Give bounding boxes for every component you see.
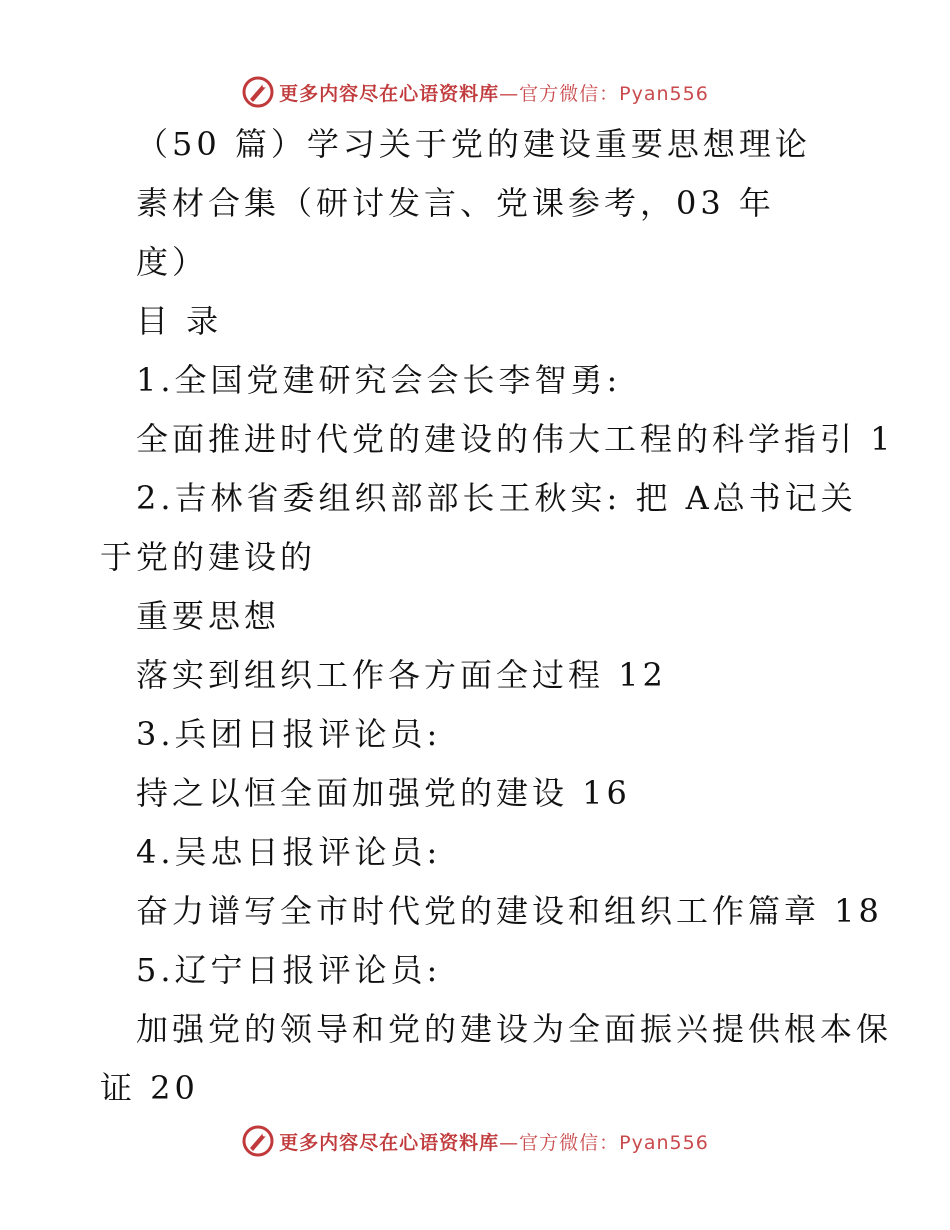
toc-entry-5-continuation: 证 20 (100, 1069, 199, 1107)
document-title-line-3: 度） (136, 243, 209, 281)
toc-entry-3-author: 3.兵团日报评论员: (136, 715, 442, 753)
pen-logo-icon (241, 75, 275, 109)
toc-entry-4-title: 奋力谱写全市时代党的建设和组织工作篇章 18 (136, 892, 883, 930)
toc-entry-2-author: 2.吉林省委组织部部长王秋实: 把 A总书记关 (136, 479, 857, 517)
toc-entry-4-author: 4.吴忠日报评论员: (136, 833, 442, 871)
header-banner-text: 更多内容尽在心语资料库—官方微信：Pyan556 (279, 82, 709, 105)
toc-entry-1-title: 全面推进时代党的建设的伟大工程的科学指引 1 (136, 420, 895, 458)
toc-entry-5-title: 加强党的领导和党的建设为全面振兴提供根本保 (136, 1010, 893, 1048)
pen-logo-icon (241, 1124, 275, 1158)
toc-entry-2-title: 落实到组织工作各方面全过程 12 (136, 656, 667, 694)
toc-heading: 目 录 (136, 302, 223, 340)
footer-banner-text: 更多内容尽在心语资料库—官方微信：Pyan556 (279, 1131, 709, 1154)
header-banner (0, 72, 950, 112)
toc-entry-5-author: 5.辽宁日报评论员: (136, 951, 442, 989)
document-title-line-2: 素材合集（研讨发言、党课参考，03 年 (136, 184, 775, 222)
toc-entry-2-continuation: 于党的建设的 (100, 538, 317, 576)
toc-entry-3-title: 持之以恒全面加强党的建设 16 (136, 774, 631, 812)
toc-entry-2-subtitle: 重要思想 (136, 597, 281, 635)
footer-banner (0, 1121, 950, 1161)
document-title-line-1: （50 篇）学习关于党的建设重要思想理论 (136, 125, 811, 163)
toc-entry-1-author: 1.全国党建研究会会长李智勇: (136, 361, 622, 399)
